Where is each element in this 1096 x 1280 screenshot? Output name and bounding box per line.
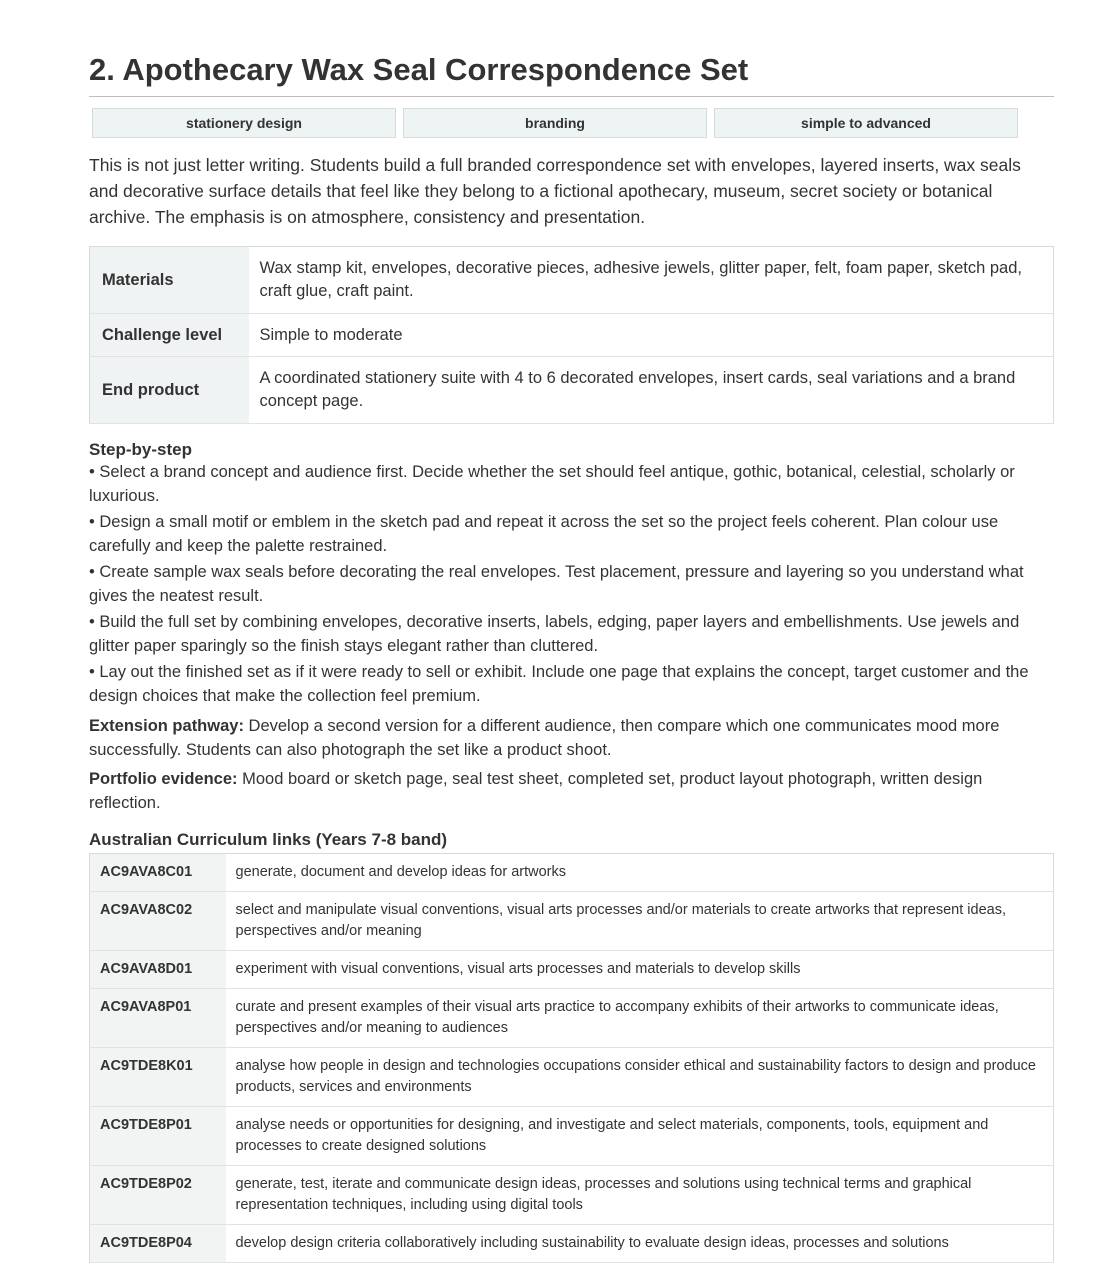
step-item: • Design a small motif or emblem in the sketch pad and repeat it across the set so the project feels coherent. Plan colour use carefully and keep the palette restrained.	[89, 513, 999, 555]
curriculum-code: AC9TDE8P04	[90, 1225, 226, 1263]
curriculum-code: AC9AVA8C01	[90, 854, 226, 892]
table-row	[90, 1166, 1054, 1225]
end-product-value: A coordinated stationery suite with 4 to 6 decorated envelopes, insert cards, seal variations and a brand concept page.	[249, 357, 1054, 424]
step-item: • Select a brand concept and audience first. Decide whether the set should feel antique, gothic, botanical, celestial, scholarly or luxurious.	[89, 463, 1015, 505]
step-item: • Create sample wax seals before decorating the real envelopes. Test placement, pressure and layering so you understand what gives the neatest result.	[89, 563, 1024, 605]
curriculum-code: AC9TDE8P02	[90, 1166, 226, 1225]
curriculum-code: AC9AVA8P01	[90, 989, 226, 1048]
challenge-value: Simple to moderate	[249, 314, 1054, 357]
curriculum-desc: select and manipulate visual conventions, visual arts processes and/or materials to create artworks that represent ideas, perspectives and/or meaning	[226, 892, 1054, 951]
table-row	[90, 951, 1054, 989]
materials-value: Wax stamp kit, envelopes, decorative pieces, adhesive jewels, glitter paper, felt, foam paper, sketch pad, craft glue, craft paint.	[249, 247, 1054, 314]
steps-heading: Step-by-step	[89, 440, 192, 459]
curriculum-heading: Australian Curriculum links (Years 7-8 band)	[89, 830, 448, 849]
curriculum-desc: curate and present examples of their visual arts practice to accompany exhibits of their artworks to communicate ideas, perspectives and/or meaning to audiences	[226, 989, 1054, 1048]
curriculum-desc: analyse how people in design and technologies occupations consider ethical and sustainability factors to design and produce products, services and environments	[226, 1048, 1054, 1107]
info-row-challenge	[90, 314, 1054, 357]
project-section	[89, 0, 1054, 1263]
intro-paragraph: This is not just letter writing. Students build a full branded correspondence set with envelopes, layered inserts, wax seals and decorative surface details that feel like they belong to a fictional apothecary, museum, secret society or botanical archive. The emphasis is on atmosphere, consistency and presentation.	[89, 155, 1021, 227]
curriculum-code: AC9AVA8C02	[90, 892, 226, 951]
project-info-table	[89, 246, 1054, 424]
curriculum-desc: experiment with visual conventions, visual arts processes and materials to develop skills	[226, 951, 1054, 989]
tag-simple-to-advanced: simple to advanced	[714, 108, 1018, 138]
table-row	[90, 989, 1054, 1048]
steps-list	[89, 461, 1054, 708]
portfolio-label: Portfolio evidence:	[89, 770, 238, 788]
info-row-materials	[90, 247, 1054, 314]
curriculum-code: AC9AVA8D01	[90, 951, 226, 989]
portfolio-text: Mood board or sketch page, seal test sheet, completed set, product layout photograph, written design reflection.	[89, 770, 983, 812]
extension-pathway	[89, 714, 1054, 762]
curriculum-desc: generate, document and develop ideas for artworks	[226, 854, 1054, 892]
curriculum-desc: develop design criteria collaboratively including sustainability to evaluate design ideas, processes and solutions	[226, 1225, 1054, 1263]
end-product-label: End product	[90, 357, 249, 424]
portfolio-evidence	[89, 767, 1054, 815]
extension-label: Extension pathway:	[89, 717, 244, 735]
table-row	[90, 1107, 1054, 1166]
table-row	[90, 1048, 1054, 1107]
curriculum-desc: analyse needs or opportunities for designing, and investigate and select materials, components, tools, equipment and processes to create designed solutions	[226, 1107, 1054, 1166]
page-title: 2. Apothecary Wax Seal Correspondence Set	[89, 52, 1054, 97]
curriculum-table	[89, 853, 1054, 1263]
tag-stationery-design: stationery design	[92, 108, 396, 138]
tag-branding: branding	[403, 108, 707, 138]
table-row	[90, 892, 1054, 951]
table-row	[90, 1225, 1054, 1263]
challenge-label: Challenge level	[90, 314, 249, 357]
tag-row	[89, 108, 1054, 138]
info-row-end-product	[90, 357, 1054, 424]
curriculum-desc: generate, test, iterate and communicate design ideas, processes and solutions using technical terms and graphical representation techniques, including using digital tools	[226, 1166, 1054, 1225]
step-item: • Build the full set by combining envelopes, decorative inserts, labels, edging, paper layers and embellishments. Use jewels and glitter paper sparingly so the finish stays elegant rather than cluttered.	[89, 613, 1020, 655]
table-row	[90, 854, 1054, 892]
extension-text: Develop a second version for a different audience, then compare which one communicates mood more successfully. Students can also photograph the set like a product shoot.	[89, 717, 1000, 759]
curriculum-code: AC9TDE8P01	[90, 1107, 226, 1166]
step-item: • Lay out the finished set as if it were ready to sell or exhibit. Include one page that explains the concept, target customer and the design choices that make the collection feel premium.	[89, 663, 1029, 705]
curriculum-code: AC9TDE8K01	[90, 1048, 226, 1107]
materials-label: Materials	[90, 247, 249, 314]
